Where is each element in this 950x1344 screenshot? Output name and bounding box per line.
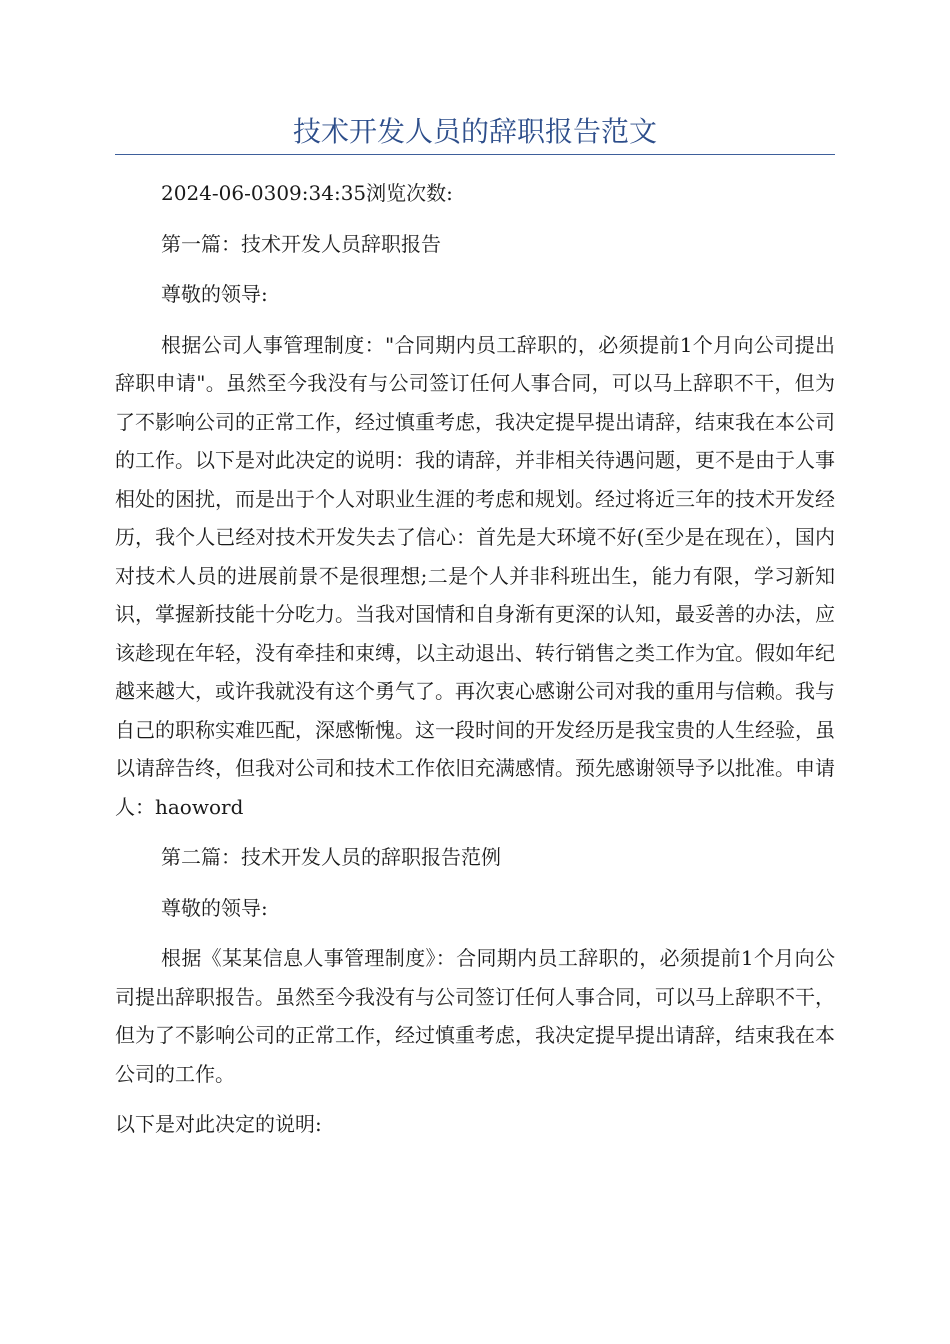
part1-body-paragraph: 根据公司人事管理制度："合同期内员工辞职的，必须提前1个月向公司提出辞职申请"。虽然至今我没有与公司签订任何人事合同，可以马上辞职不干，但为了不影响公司的正常工作，经过慎重考虑，我决定提早提出请辞，结束我在本公司的工作。以下是对此决定的说明：我的请辞，并非相关待遇问题，更不是由于人事相处的困扰，而是出于个人对职业生涯的考虑和规划。经过将近三年的技术开发经历，我个人已经对技术开发失去了信心：首先是大环境不好(至少是在现在），国内对技术人员的进展前景不是很理想;二是个人并非科班出生，能力有限，学习新知识，掌握新技能十分吃力。当我对国情和自身渐有更深的认知，最妥善的办法，应该趁现在年轻，没有牵挂和束缚，以主动退出、转行销售之类工作为宜。假如年纪越来越大，或许我就没有这个勇气了。再次衷心感谢公司对我的重用与信赖。我与自己的职称实难匹配，深感惭愧。这一段时间的开发经历是我宝贵的人生经验，虽以请辞告终，但我对公司和技术工作依旧充满感情。预先感谢领导予以批准。申请人：haoword [115,332,835,819]
title-divider [115,154,835,155]
document-meta: 2024-06-0309:34:35浏览次数: [161,181,453,205]
part2-body-paragraph: 根据《某某信息人事管理制度》：合同期内员工辞职的，必须提前1个月向公司提出辞职报告。虽然至今我没有与公司签订任何人事合同，可以马上辞职不干，但为了不影响公司的正常工作，经过慎重考虑，我决定提早提出请辞，结束我在本公司的工作。 [115,946,835,1086]
part1-salutation: 尊敬的领导: [161,282,268,306]
part1-heading: 第一篇：技术开发人员辞职报告 [161,231,441,256]
part2-heading: 第二篇：技术开发人员的辞职报告范例 [161,845,501,869]
part2-salutation: 尊敬的领导: [161,895,268,920]
document-body [115,174,835,1156]
part2-explanation-lead: 以下是对此决定的说明: [115,1112,322,1136]
document-title: 技术开发人员的辞职报告范文 [292,115,657,148]
